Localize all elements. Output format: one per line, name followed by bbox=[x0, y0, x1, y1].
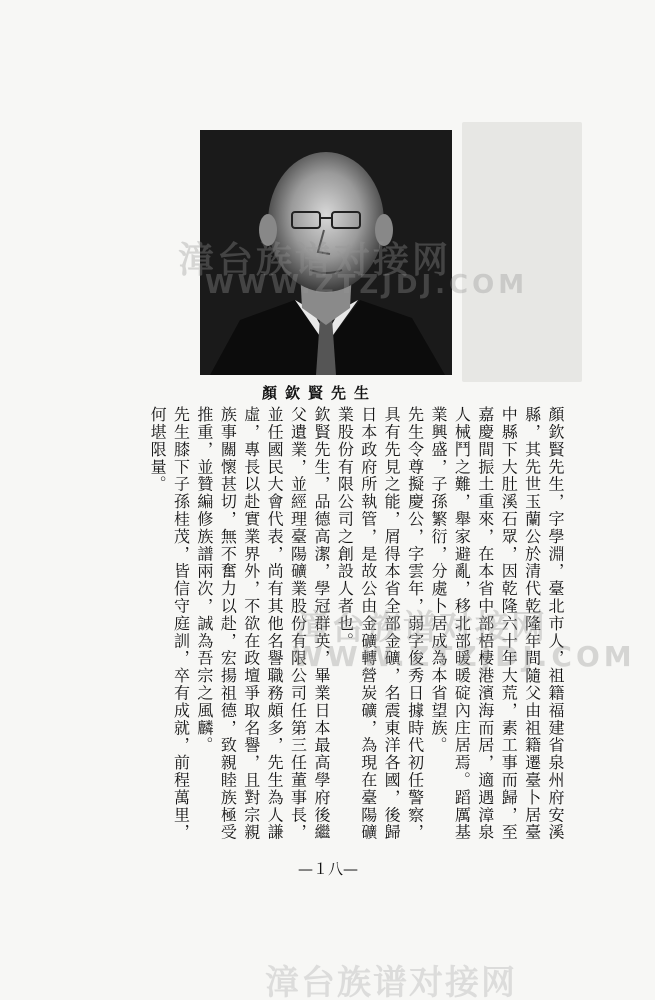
bleed-through-text bbox=[470, 120, 490, 370]
watermark-url: WWW.ZTZJDJ.COM bbox=[292, 640, 636, 673]
watermark-text: 漳台族谱对接网 bbox=[295, 608, 547, 648]
photo-caption: 顏欽賢先生 bbox=[262, 384, 378, 402]
paragraph: 先生令尊擬慶公，字雲年，弱字俊秀日據時代初任警察，具有先見之能，屑得本省全部金礦，名震東洋各國，後歸日本政府所執管，是故公由金礦轉營炭礦，為現在臺陽礦業股份有限公司之創設人者也。 bbox=[335, 406, 425, 841]
paragraph: 顏欽賢先生，字學淵，臺北市人，祖籍福建省泉州府安溪縣，其先世玉蘭公於清代乾隆年間隨父由祖籍遷臺卜居臺中縣下大肚溪石眾，因乾隆六十年大荒，素工事而歸，至嘉慶間振土重來，在本省中部梧棲港濱海而居，適遇漳泉人械鬥之難，舉家避亂，移北部暖暖碇內庄居焉。蹈厲基業興盛，子孫繁衍，分處卜居成為本省望族。 bbox=[428, 406, 565, 841]
watermark-text: 漳台族谱对接网 bbox=[265, 963, 517, 1000]
paragraph: 欽賢先生，品德高潔，學冠群英，畢業日本最高學府後繼父遺業，並經理臺陽礦業股份有限公司任第三任董事長，並任國民大會代表，尚有其他名譽職務頗多，先生為人謙虛，專長以赴實業界外，不欲在政壇爭取名譽，且對宗親族事關懷甚切，無不奮力以赴，宏揚祖德，致親睦族極受推重，並贊編修族譜兩次，誠為吾宗之風麟。 bbox=[194, 406, 331, 841]
watermark-url: WWW.ZTZJDJ.COM bbox=[205, 270, 529, 300]
paragraph: 先生膝下子孫桂茂，皆信守庭訓，卒有成就，前程萬里，何堪限量。 bbox=[148, 406, 191, 841]
page-number: —１八— bbox=[297, 860, 358, 878]
watermark-text: 漳台族谱对接网 bbox=[178, 240, 452, 281]
